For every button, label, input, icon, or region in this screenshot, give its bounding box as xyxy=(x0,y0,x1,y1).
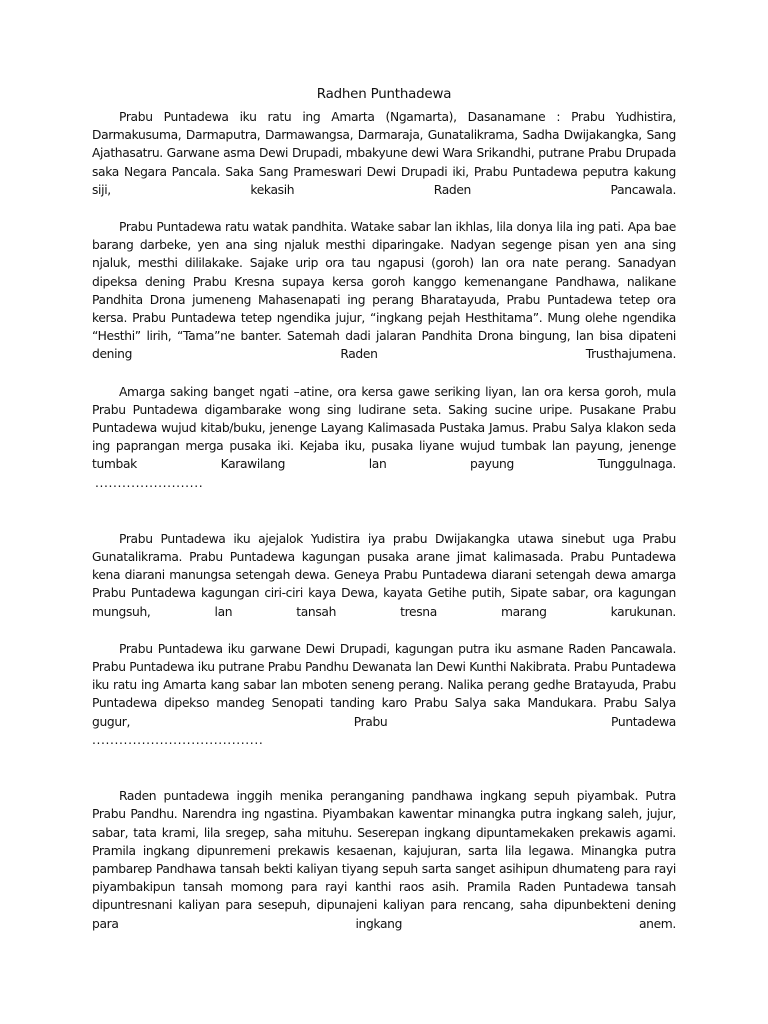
paragraph-gap xyxy=(92,492,676,530)
paragraph-gap xyxy=(92,199,676,218)
document-page xyxy=(92,86,676,933)
document-title: Radhen Punthadewa xyxy=(316,87,452,102)
ellipsis-2: ...................................... xyxy=(92,732,264,747)
paragraph-3: Amarga saking banget ngati –atine, ora kersa gawe seriking liyan, lan ora kersa goroh, mula Prabu Puntadewa digambarake wong sing ludirane seta. Saking sucine uripe. Pusakane Prabu Puntadewa wujud kitab/buku, jenenge Layang Kalimasada Pustaka Jamus. Prabu Salya klakon seda ing paprangan merga pusaka iki. Kejaba iku, pusaka liyane wujud tumbak lan payung, jenenge tumbak Karawilang lan payung Tunggulnaga. xyxy=(92,384,676,472)
ellipsis-1: ........................ xyxy=(95,475,204,490)
paragraph-5: Prabu Puntadewa iku garwane Dewi Drupadi, kagungan putra iku asmane Raden Pancawala. Prabu Puntadewa iku putrane Prabu Pandhu Dewanata lan Dewi Kunthi Nakibrata. Prabu Puntadewa iku ratu ing Amarta kang sabar lan mboten seneng perang. Nalika perang gedhe Bratayuda, Prabu Puntadewa dipekso mandeg Senopati tanding karo Prabu Salya saka Mandukara. Prabu Salya gugur, Prabu Puntadewa xyxy=(92,641,676,729)
paragraph-4: Prabu Puntadewa iku ajejalok Yudistira iya prabu Dwijakangka utawa sinebut uga Prabu Gunatalikrama. Prabu Puntadewa kagungan pusaka arane jimat kalimasada. Prabu Puntadewa kena diarani manungsa setengah dewa. Geneya Prabu Puntadewa diarani setengah dewa amarga Prabu Puntadewa kagungan ciri-ciri kaya Dewa, kayata Getihe putih, Sipate sabar, ora kagungan mungsuh, lan tansah tresna marang karukunan. xyxy=(92,531,676,619)
paragraph-2: Prabu Puntadewa ratu watak pandhita. Watake sabar lan ikhlas, lila donya lila ing pati. Apa bae barang darbeke, yen ana sing njaluk mesthi diparingake. Nadyan segenge pisan yen ana sing njaluk, mesthi dililakake. Sajake urip ora tau ngapusi (goroh) lan ora nate perang. Sanadyan dipeksa dening Prabu Kresna supaya kersa goroh kanggo kemenangane Pandhawa, nalikane Pandhita Drona jumeneng Mahasenapati ing perang Bharatayuda, Prabu Puntadewa tetep ora kersa. Prabu Puntadewa tetep ngendika jujur, “ingkang pejah Hesthitama”. Mung olehe ngendika “Hesthi” lirih, “Tama”ne banter. Satemah dadi jalaran Pandhita Drona bingung, lan bisa dipateni dening Raden Trusthajumena. xyxy=(92,220,676,362)
paragraph-1: Prabu Puntadewa iku ratu ing Amarta (Ngamarta), Dasanamane : Prabu Yudhistira, Darmakusuma, Darmaputra, Darmawangsa, Darmaraja, Gunatalikrama, Sadha Dwijakangka, Sang Ajathasatru. Garwane asma Dewi Drupadi, mbakyune dewi Wara Srikandhi, putrane Prabu Drupada saka Negara Pancala. Saka Sang Prameswari Dewi Drupadi iki, Prabu Puntadewa peputra kakung siji, kekasih Raden Pancawala. xyxy=(92,110,676,197)
paragraph-6: Raden puntadewa inggih menika peranganing pandhawa ingkang sepuh piyambak. Putra Prabu Pandhu. Narendra ing ngastina. Piyambakan kawentar minangka putra ingkang saleh, jujur, sabar, tata krami, lila sregep, saha mituhu. Seserepan ingkang dipuntamekaken prekawis agami. Pramila ingkang dipunremeni prekawis kesaenan, kajujuran, sarta lila legawa. Minangka putra pambarep Pandhawa tansah bekti kaliyan tiyang sepuh sarta sanget asihipun dhumateng para rayi piyambakipun tansah momong para rayi kanthi raos asih. Pramila Raden Puntadewa tansah dipuntresnani kaliyan para sesepuh, dipunajeni kaliyan para rencang, saha dipunbekteni dening para ingkang anem. xyxy=(92,789,676,931)
paragraph-gap xyxy=(92,749,676,787)
paragraph-gap xyxy=(92,621,676,640)
paragraph-gap xyxy=(92,364,676,383)
